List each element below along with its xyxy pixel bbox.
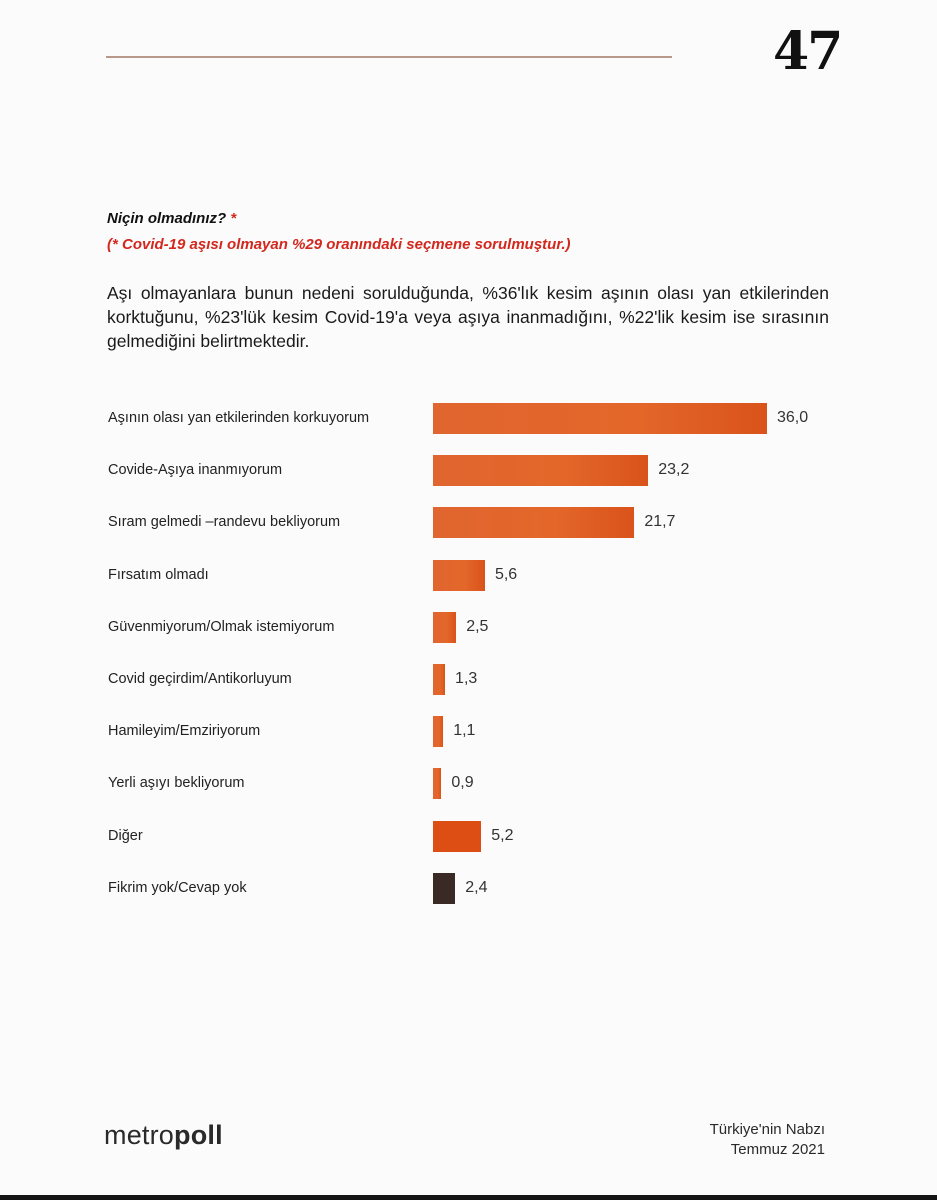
bar [433, 768, 441, 799]
bar [433, 716, 443, 747]
question-title [107, 210, 236, 227]
chart-row [0, 403, 937, 435]
value-label: 36,0 [777, 409, 809, 426]
question-note: (* Covid-19 aşısı olmayan %29 oranındaki seçmene sorulmuştur.) [107, 236, 571, 253]
value-label: 1,1 [453, 722, 476, 740]
bar [433, 873, 455, 904]
category-label: Fikrim yok/Cevap yok [108, 879, 247, 896]
chart-row [0, 612, 937, 644]
value-label: 5,2 [491, 826, 514, 844]
value-label: 23,2 [658, 461, 690, 479]
metropoll-logo [104, 1120, 223, 1151]
chart-row [0, 716, 937, 748]
footer-line-1: Türkiye'nin Nabzı [709, 1121, 825, 1138]
bar [433, 612, 456, 643]
value-label: 2,4 [465, 878, 488, 896]
summary-paragraph: Aşı olmayanlara bunun nedeni sorulduğunda, %36'lık kesim aşının olası yan etkilerinden korktuğunu, %23'lük kesim Covid-19'a veya aşıya inanmadığını, %22'lik kesim ise sırasının gelmediğini belirtmektedir. [107, 283, 829, 351]
category-label: Güvenmiyorum/Olmak istemiyorum [108, 618, 335, 635]
category-label: Diğer [108, 827, 143, 844]
chart-row [0, 664, 937, 696]
bottom-edge [0, 1195, 937, 1200]
category-label: Covid geçirdim/Antikorluyum [108, 671, 292, 687]
chart-row [0, 455, 937, 487]
value-label: 5,6 [494, 565, 518, 583]
logo-light: metro [104, 1120, 175, 1150]
bar [433, 664, 445, 695]
value-label: 1,3 [455, 670, 478, 687]
category-label: Covide-Aşıya inanmıyorum [108, 462, 283, 479]
value-label: 0,9 [451, 774, 474, 792]
footer-publication [710, 1120, 825, 1160]
question-star: * [230, 210, 237, 227]
footer-line-2: Temmuz 2021 [730, 1141, 825, 1158]
question-title-text: Niçin olmadınız? [107, 210, 227, 227]
category-label: Aşının olası yan etkilerinden korkuyorum [108, 410, 370, 426]
chart-row [0, 560, 937, 592]
bar [433, 455, 648, 486]
bar [433, 507, 634, 538]
chart-row [0, 873, 937, 905]
logo-bold: poll [174, 1120, 223, 1150]
chart-row [0, 507, 937, 539]
chart-row [0, 821, 937, 853]
value-label: 2,5 [466, 617, 489, 635]
bar [433, 821, 481, 852]
page-number: 47 [773, 21, 842, 82]
chart-row [0, 768, 937, 800]
category-label: Yerli aşıyı bekliyorum [108, 775, 245, 792]
category-label: Sıram gelmedi –randevu bekliyorum [108, 514, 341, 531]
category-label: Hamileyim/Emziriyorum [108, 723, 261, 740]
category-label: Fırsatım olmadı [108, 566, 209, 583]
bar [433, 403, 767, 434]
header-rule [106, 56, 672, 58]
bar [433, 560, 485, 591]
value-label: 21,7 [644, 513, 676, 531]
